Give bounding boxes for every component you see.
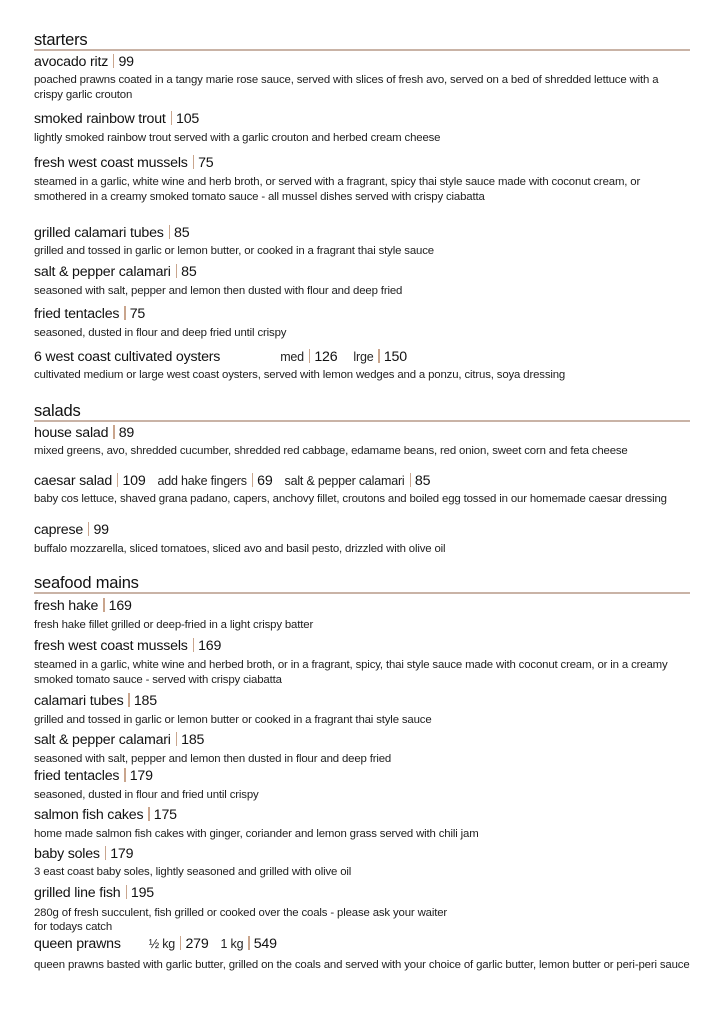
item-price: 179 [110, 846, 134, 862]
section-title-seafood-mains: seafood mains [34, 574, 139, 592]
item-description: fresh hake fillet grilled or deep-fried in a light crispy batter [34, 619, 314, 631]
section-divider [34, 420, 690, 422]
item-name: caprese [34, 522, 84, 538]
addon-price: 85 [414, 473, 431, 489]
price-separator [117, 473, 118, 487]
item-name: fried tentacles [34, 306, 120, 322]
price-separator [176, 732, 177, 746]
addon-label: add hake fingers [157, 474, 247, 488]
item-description: steamed in a garlic, white wine and herbed broth, or in a fragrant, spicy, thai style sauce made with coconut cream, or in a creamy smoked tomato sauce - served with crispy ciabatta [34, 659, 668, 686]
item-price: 75 [129, 306, 146, 322]
item-description: cultivated medium or large west coast oysters, served with lemon wedges and a ponzu, citrus, soya dressing [34, 369, 566, 381]
item-description: mixed greens, avo, shredded cucumber, shredded red cabbage, edamame beans, red onion, sweet corn and feta cheese [34, 445, 628, 457]
price-separator [410, 473, 411, 487]
item-name: fresh west coast mussels [34, 638, 188, 654]
item-description: poached prawns coated in a tangy marie rose sauce, served with slices of fresh avo, served on a bed of shredded lettuce with a crispy garlic crouton [34, 74, 659, 101]
item-price: 195 [130, 885, 154, 901]
item-name: baby soles [34, 846, 100, 862]
item-description: grilled and tossed in garlic or lemon butter or cooked in a fragrant thai style sauce [34, 714, 432, 726]
menu-item-title [34, 768, 690, 784]
item-name: smoked rainbow trout [34, 111, 166, 127]
menu-item-title [34, 807, 690, 823]
item-name: caesar salad [34, 473, 113, 489]
item-price: 89 [118, 425, 135, 441]
section-divider [34, 592, 690, 594]
item-name: salt & pepper calamari [34, 732, 171, 748]
menu-item-title [34, 936, 690, 952]
item-name: queen prawns [34, 936, 121, 952]
item-price: 99 [93, 522, 109, 538]
item-name: fried tentacles [34, 768, 120, 784]
addon-label: salt & pepper calamari [284, 474, 405, 488]
price-separator [128, 693, 129, 707]
item-description: seasoned with salt, pepper and lemon then dusted with flour and deep fried [34, 285, 403, 297]
item-name: salt & pepper calamari [34, 264, 171, 280]
item-description: for todays catch [34, 921, 113, 933]
item-description: seasoned with salt, pepper and lemon then dusted in flour and deep fried [34, 753, 392, 765]
item-price: 99 [118, 54, 134, 70]
menu-item-title [34, 225, 690, 241]
menu-item-title [34, 638, 690, 654]
price-separator [88, 522, 89, 536]
item-description: seasoned, dusted in flour and fried until crispy [34, 789, 259, 801]
menu-item-title [34, 425, 690, 441]
option-price: 126 [314, 349, 338, 365]
section-title-salads: salads [34, 402, 81, 420]
price-separator [180, 936, 181, 950]
price-separator [103, 598, 104, 612]
item-price: 175 [153, 807, 177, 823]
item-description: 3 east coast baby soles, lightly seasoned and grilled with olive oil [34, 866, 352, 878]
item-name: salmon fish cakes [34, 807, 144, 823]
section-divider [34, 49, 690, 51]
menu-item-title [34, 473, 690, 489]
item-name: fresh hake [34, 598, 99, 614]
section-title-starters: starters [34, 31, 88, 49]
price-separator [113, 54, 114, 68]
item-price: 185 [133, 693, 157, 709]
menu-item-title [34, 111, 690, 127]
option-label: ½ kg [148, 937, 176, 951]
option-price: 279 [185, 936, 209, 952]
item-name: 6 west coast cultivated oysters [34, 349, 221, 365]
price-separator [124, 768, 125, 782]
item-description: baby cos lettuce, shaved grana padano, capers, anchovy fillet, croutons and boiled egg tossed in our homemade caesar dressing [34, 493, 667, 505]
menu-item-title [34, 54, 690, 70]
item-price: 85 [174, 225, 190, 241]
item-price: 75 [198, 155, 214, 171]
item-price: 169 [108, 598, 132, 614]
menu-item-title [34, 155, 690, 171]
menu-item-title [34, 846, 690, 862]
item-price: 105 [176, 111, 200, 127]
item-name: grilled line fish [34, 885, 121, 901]
price-separator [252, 473, 253, 487]
option-label: 1 kg [220, 937, 244, 951]
item-description: queen prawns basted with garlic butter, grilled on the coals and served with your choice of garlic butter, lemon butter or peri-peri sauce [34, 959, 690, 971]
price-separator [105, 846, 106, 860]
menu-item-title [34, 306, 690, 322]
option-label: lrge [353, 350, 374, 364]
item-description: buffalo mozzarella, sliced tomatoes, sliced avo and basil pesto, drizzled with olive oil [34, 543, 446, 555]
menu-item-title [34, 264, 690, 280]
item-name: fresh west coast mussels [34, 155, 188, 171]
price-separator [113, 425, 114, 439]
item-name: house salad [34, 425, 109, 441]
price-separator [193, 638, 194, 652]
price-separator [176, 264, 177, 278]
item-description: home made salmon fish cakes with ginger, coriander and lemon grass served with chili jam [34, 828, 479, 840]
item-name: grilled calamari tubes [34, 225, 164, 241]
option-label: med [280, 350, 304, 364]
item-description: steamed in a garlic, white wine and herb broth, or served with a fragrant, spicy thai style sauce made with coconut cream, or smothered in a creamy smoked tomato sauce - all mussel dishes served with crispy ciabatta [34, 176, 641, 203]
price-separator [309, 349, 310, 363]
price-separator [193, 155, 194, 169]
item-description: 280g of fresh succulent, fish grilled or cooked over the coals - please ask your waiter [34, 907, 448, 919]
item-description: grilled and tossed in garlic or lemon butter, or cooked in a fragrant thai style sauce [34, 245, 434, 257]
menu-item-title [34, 598, 690, 614]
item-price: 85 [181, 264, 197, 280]
price-separator [378, 349, 379, 363]
item-name: calamari tubes [34, 693, 124, 709]
price-separator [126, 885, 127, 899]
menu-item-title [34, 693, 690, 709]
option-price: 150 [383, 349, 407, 365]
menu-item-title [34, 349, 690, 365]
item-price: 169 [198, 638, 222, 654]
addon-price: 69 [257, 473, 273, 489]
item-price: 179 [129, 768, 153, 784]
item-description: lightly smoked rainbow trout served with a garlic crouton and herbed cream cheese [34, 132, 441, 144]
item-description: seasoned, dusted in flour and deep fried until crispy [34, 327, 287, 339]
price-separator [171, 111, 172, 125]
price-separator [169, 225, 170, 239]
item-price: 109 [122, 473, 146, 489]
item-price: 185 [181, 732, 205, 748]
price-separator [148, 807, 149, 821]
menu-item-title [34, 732, 690, 748]
option-price: 549 [253, 936, 277, 952]
price-separator [248, 936, 249, 950]
menu-item-title [34, 522, 690, 538]
menu-item-title [34, 885, 690, 901]
item-name: avocado ritz [34, 54, 109, 70]
price-separator [124, 306, 125, 320]
